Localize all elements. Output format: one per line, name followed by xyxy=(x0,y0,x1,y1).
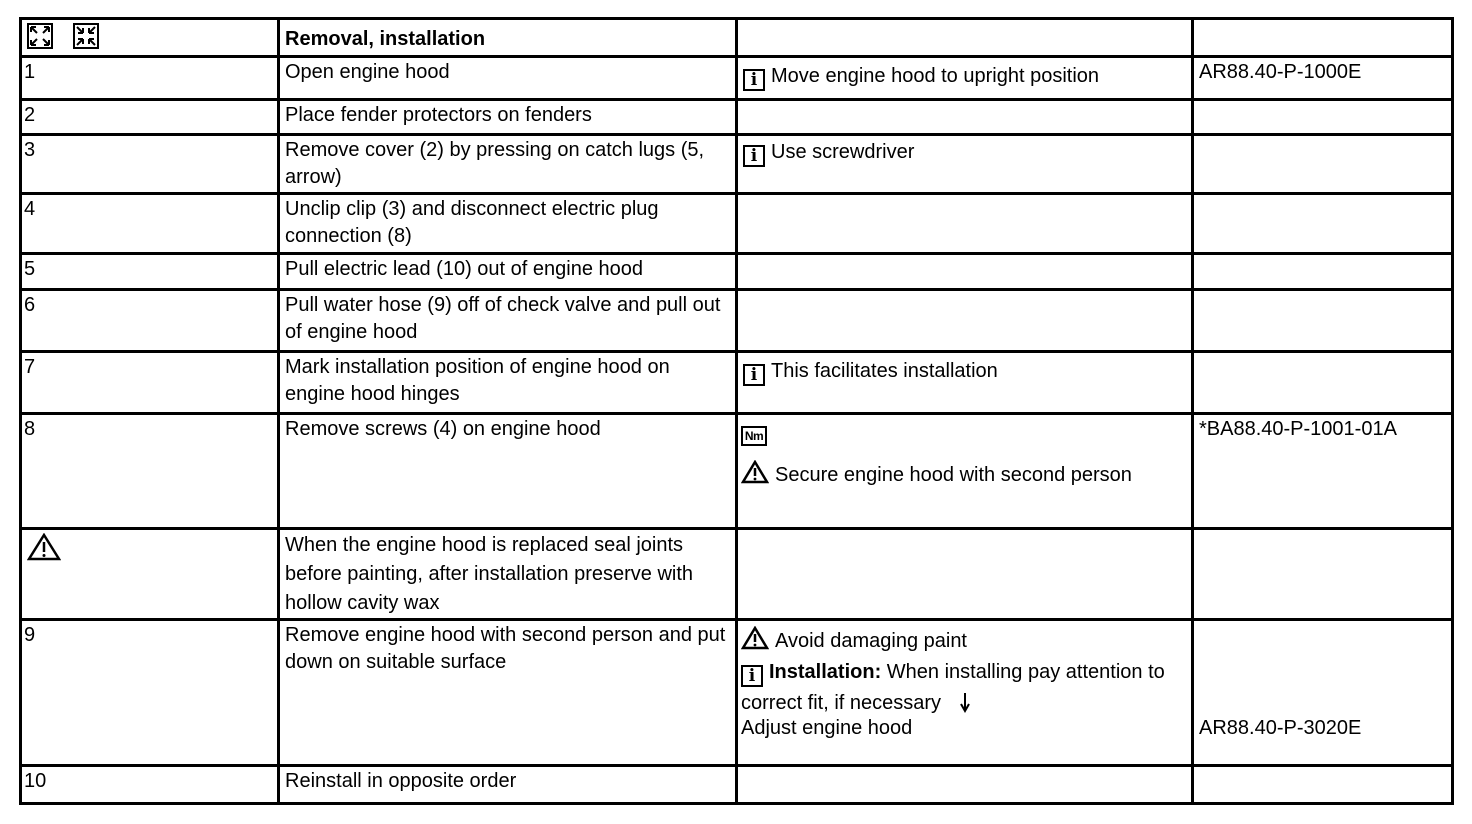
step-text: Reinstall in opposite order xyxy=(277,764,738,805)
step-number: 4 xyxy=(19,192,280,255)
header-ref-cell xyxy=(1191,17,1454,58)
step-ref-cell xyxy=(1191,618,1454,767)
step-number: 5 xyxy=(19,252,280,291)
step-ref[interactable]: *BA88.40-P-1001-01A xyxy=(1191,412,1454,530)
adjust-text: Adjust engine hood xyxy=(741,717,913,739)
step-number: 9 xyxy=(19,618,280,767)
step-ref xyxy=(1191,288,1454,353)
step-text: Remove engine hood with second person and put down on suitable surface xyxy=(277,618,738,767)
step-note xyxy=(735,764,1194,805)
install-label: Installation: xyxy=(769,661,882,683)
step-ref[interactable]: AR88.40-P-1000E xyxy=(1191,55,1454,101)
step-ref xyxy=(1191,527,1454,621)
step-note xyxy=(735,98,1194,136)
info-icon: i xyxy=(743,145,765,167)
step-ref xyxy=(1191,764,1454,805)
step-note xyxy=(735,288,1194,353)
step-text: Mark installation position of engine hood on engine hood hinges xyxy=(277,350,738,415)
note-text: Use screwdriver xyxy=(771,141,915,163)
warning-icon xyxy=(27,533,61,561)
step-number: 6 xyxy=(19,288,280,353)
step-number: 7 xyxy=(19,350,280,415)
header-note-cell xyxy=(735,17,1194,58)
step-text: Open engine hood xyxy=(277,55,738,101)
step-number: 8 xyxy=(19,412,280,530)
install-text: When installing pay attention to correct fit, if necessary xyxy=(741,661,1165,714)
step-text: Pull water hose (9) off of check valve and pull out of engine hood xyxy=(277,288,738,353)
step-note xyxy=(735,133,1194,195)
step-note xyxy=(735,252,1194,291)
step-text: Unclip clip (3) and disconnect electric plug connection (8) xyxy=(277,192,738,255)
expand-icon[interactable] xyxy=(27,23,53,49)
step-text: Remove cover (2) by pressing on catch lugs (5, arrow) xyxy=(277,133,738,195)
header-icon-cell xyxy=(19,17,280,58)
step-ref xyxy=(1191,252,1454,291)
step-note xyxy=(735,412,1194,530)
step-text: When the engine hood is replaced seal joints before painting, after installation preserve with hollow cavity wax xyxy=(277,527,738,621)
warning-cell xyxy=(19,527,280,621)
note-text: Move engine hood to upright position xyxy=(771,65,1100,87)
step-text: Place fender protectors on fenders xyxy=(277,98,738,136)
step-ref xyxy=(1191,192,1454,255)
step-number: 10 xyxy=(19,764,280,805)
step-text: Remove screws (4) on engine hood xyxy=(277,412,738,530)
step-note xyxy=(735,618,1194,767)
info-icon: i xyxy=(743,364,765,386)
collapse-icon[interactable] xyxy=(73,23,99,49)
info-icon: i xyxy=(743,69,765,91)
step-ref xyxy=(1191,133,1454,195)
torque-icon[interactable]: Nm xyxy=(741,426,767,446)
warning-text: Avoid damaging paint xyxy=(775,630,967,652)
step-ref xyxy=(1191,98,1454,136)
step-number: 3 xyxy=(19,133,280,195)
step-note xyxy=(735,350,1194,415)
step-ref[interactable]: AR88.40-P-3020E xyxy=(1199,717,1362,739)
note-text: This facilitates installation xyxy=(771,360,998,382)
arrow-down-icon[interactable] xyxy=(959,691,971,713)
procedure-table xyxy=(19,17,1454,805)
step-number: 1 xyxy=(19,55,280,101)
step-note xyxy=(735,527,1194,621)
header-title: Removal, installation xyxy=(277,17,738,58)
step-text: Pull electric lead (10) out of engine hood xyxy=(277,252,738,291)
step-note xyxy=(735,192,1194,255)
warning-text: Secure engine hood with second person xyxy=(775,464,1132,486)
step-ref xyxy=(1191,350,1454,415)
warning-icon xyxy=(741,626,769,650)
step-number: 2 xyxy=(19,98,280,136)
warning-icon xyxy=(741,460,769,484)
step-note xyxy=(735,55,1194,101)
info-icon: i xyxy=(741,665,763,687)
